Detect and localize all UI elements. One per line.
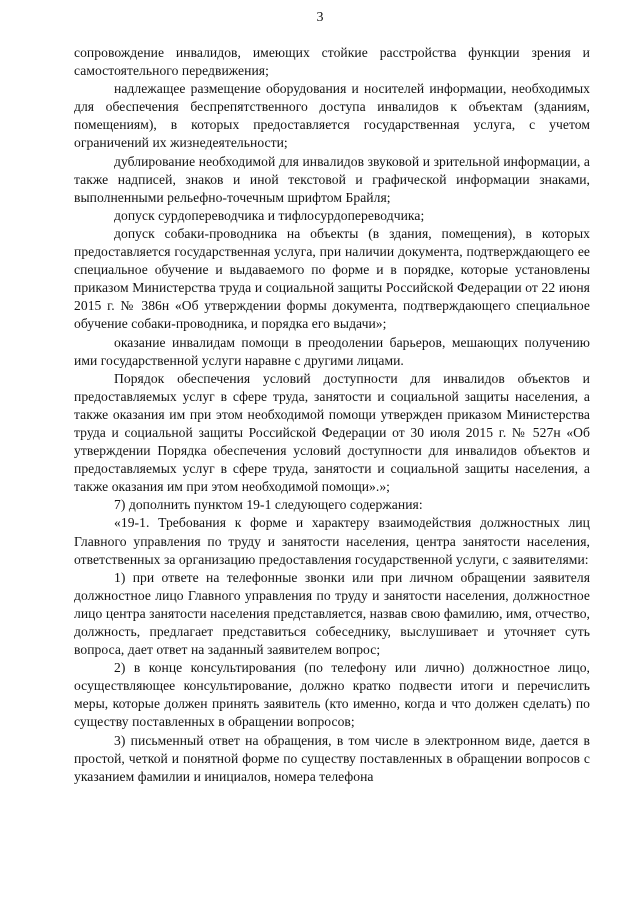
paragraph: 1) при ответе на телефонные звонки или при личном обращении заявителя должностное лицо Главного управления по труду и занятости населения, должностное лицо центра занятости населения представляется, назвав свою фамилию, имя, отчество, должность, предлагает представиться собеседнику, выслушивает и уточняет суть вопроса, дает ответ на заданный заявителем вопрос; xyxy=(74,569,590,658)
paragraph: дублирование необходимой для инвалидов звуковой и зрительной информации, а также надписей, знаков и иной текстовой и графической информации знаками, выполненными рельефно-точечным шрифтом Брайля; xyxy=(74,153,590,205)
paragraph: допуск собаки-проводника на объекты (в здания, помещения), в которых предоставляется государственная услуга, при наличии документа, подтверждающего ее специальное обучение и выдаваемого по форме и в порядке, которые установлены приказом Министерства труда и социальной защиты Российской Федерации от 22 июня 2015 г. № 386н «Об утверждении формы документа, подтверждающего специальное обучение собаки-проводника, и порядка его выдачи»; xyxy=(74,225,590,332)
paragraph: оказание инвалидам помощи в преодолении барьеров, мешающих получению ими государственной услуги наравне с другими лицами. xyxy=(74,334,590,368)
document-body xyxy=(74,44,590,786)
paragraph: «19-1. Требования к форме и характеру взаимодействия должностных лиц Главного управления по труду и занятости населения, центра занятости населения, ответственных за организацию предоставления государственной услуги, с заявителями: xyxy=(74,515,590,567)
paragraph: надлежащее размещение оборудования и носителей информации, необходимых для обеспечения беспрепятственного доступа инвалидов к объектам (зданиям, помещениям), в которых предоставляется государственная услуга, с учетом ограничений их жизнедеятельности; xyxy=(74,81,590,151)
paragraph: Порядок обеспечения условий доступности для инвалидов объектов и предоставляемых услуг в сфере труда, занятости и социальной защиты населения, а также оказания им при этом необходимой помощи утвержден приказом Министерства труда и социальной защиты Российской Федерации от 30 июля 2015 г. № 527н «Об утверждении Порядка обеспечения условий доступности для инвалидов объектов и предоставляемых услуг в сфере труда, занятости и социальной защиты населения, а также оказания им при этом необходимой помощи».»; xyxy=(74,370,590,495)
paragraph: допуск сурдопереводчика и тифлосурдопереводчика; xyxy=(114,207,425,223)
paragraph: 7) дополнить пунктом 19-1 следующего содержания: xyxy=(114,497,423,513)
page-number: 3 xyxy=(316,10,324,25)
paragraph: сопровождение инвалидов, имеющих стойкие расстройства функции зрения и самостоятельного передвижения; xyxy=(74,45,590,79)
paragraph: 2) в конце консультирования (по телефону или лично) должностное лицо, осуществляющее консультирование, должно кратко подвести итоги и перечислить меры, которые должен принять заявитель (кто именно, когда и что должен сделать) по существу поставленных в обращении вопросов; xyxy=(74,660,590,730)
paragraph: 3) письменный ответ на обращения, в том числе в электронном виде, дается в простой, четкой и понятной форме по существу поставленных в обращении вопросов с указанием фамилии и инициалов, номера телефона xyxy=(74,732,590,784)
